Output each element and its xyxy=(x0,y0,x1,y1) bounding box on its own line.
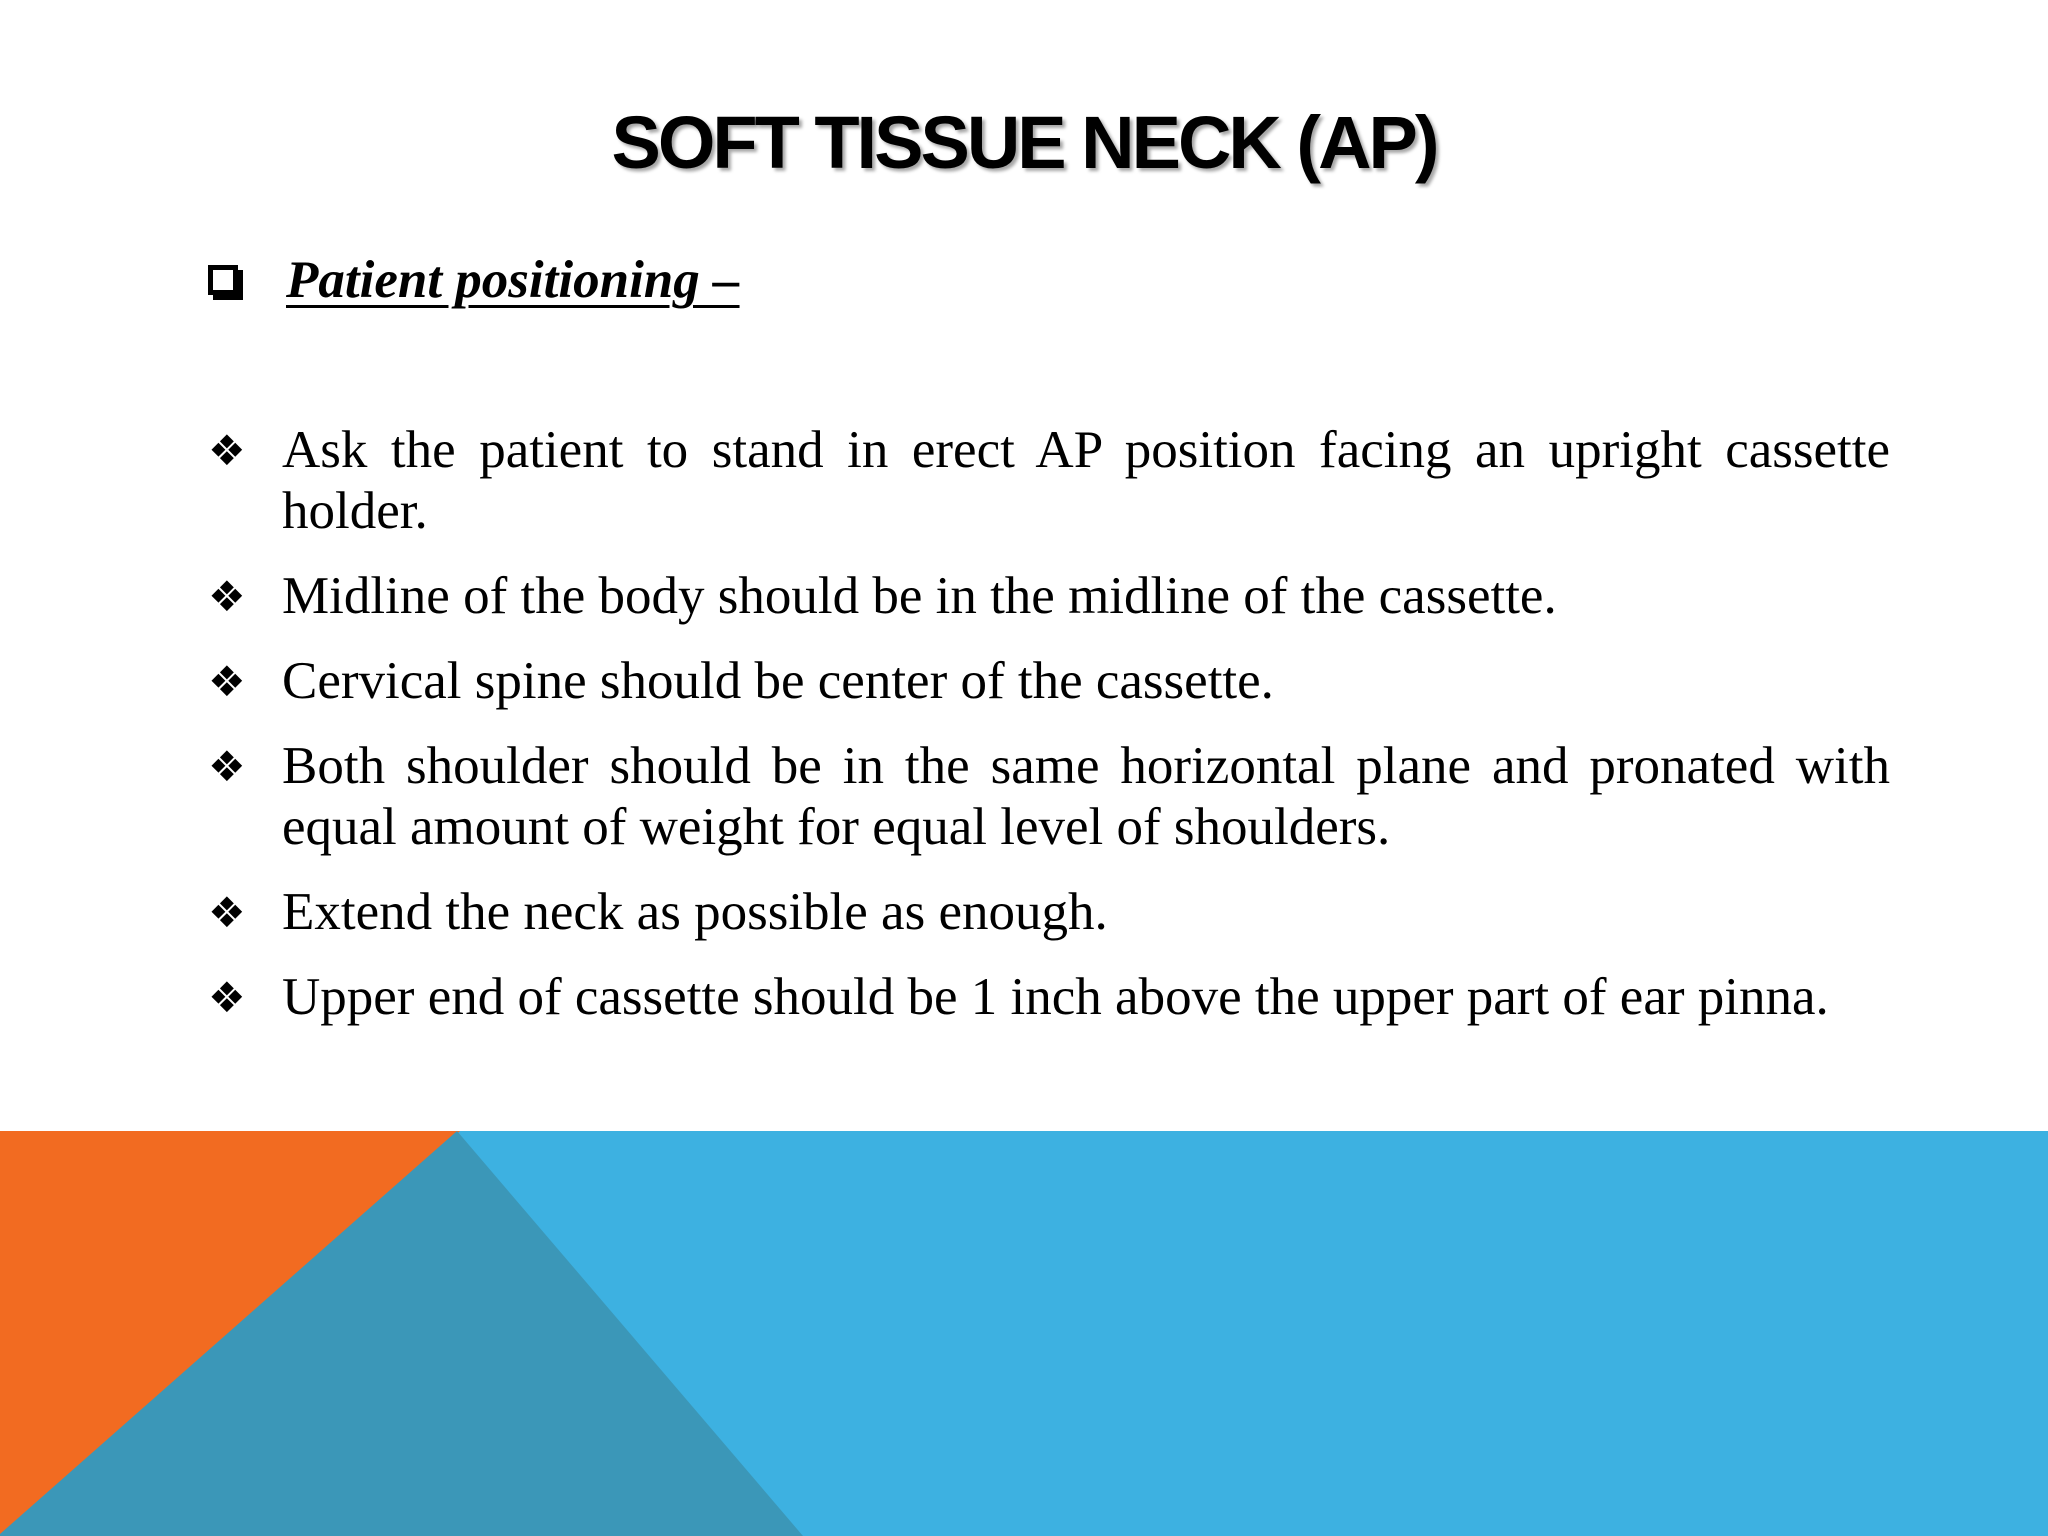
bullet-text: Cervical spine should be center of the cassette. xyxy=(282,652,1274,710)
bullet-item xyxy=(208,882,1890,943)
four-diamond-bullet-icon: ❖ xyxy=(208,657,246,706)
bullet-text: Midline of the body should be in the midline of the cassette. xyxy=(282,567,1557,625)
four-diamond-bullet-icon: ❖ xyxy=(208,973,246,1022)
square-box-bullet-icon xyxy=(208,265,238,295)
bullet-item xyxy=(208,420,1890,542)
bullet-text: Both shoulder should be in the same horizontal plane and pronated with equal amount of weight for equal level of shoulders. xyxy=(282,737,1890,856)
section-label: Patient positioning – xyxy=(286,251,740,309)
bullet-text: Ask the patient to stand in erect AP position facing an upright cassette holder. xyxy=(282,421,1890,540)
four-diamond-bullet-icon: ❖ xyxy=(208,742,246,791)
four-diamond-bullet-icon: ❖ xyxy=(208,426,246,475)
bullet-item xyxy=(208,566,1890,627)
bullet-item xyxy=(208,651,1890,712)
bullet-list xyxy=(208,420,1890,1052)
slide-title: SOFT TISSUE NECK (AP) xyxy=(611,101,1437,184)
bullet-item xyxy=(208,967,1890,1028)
bullet-text: Upper end of cassette should be 1 inch above the upper part of ear pinna. xyxy=(282,968,1829,1026)
four-diamond-bullet-icon: ❖ xyxy=(208,572,246,621)
bullet-text: Extend the neck as possible as enough. xyxy=(282,883,1108,941)
bullet-item xyxy=(208,736,1890,858)
four-diamond-bullet-icon: ❖ xyxy=(208,888,246,937)
section-heading xyxy=(208,250,740,310)
decorative-footer-band xyxy=(0,1131,2048,1536)
